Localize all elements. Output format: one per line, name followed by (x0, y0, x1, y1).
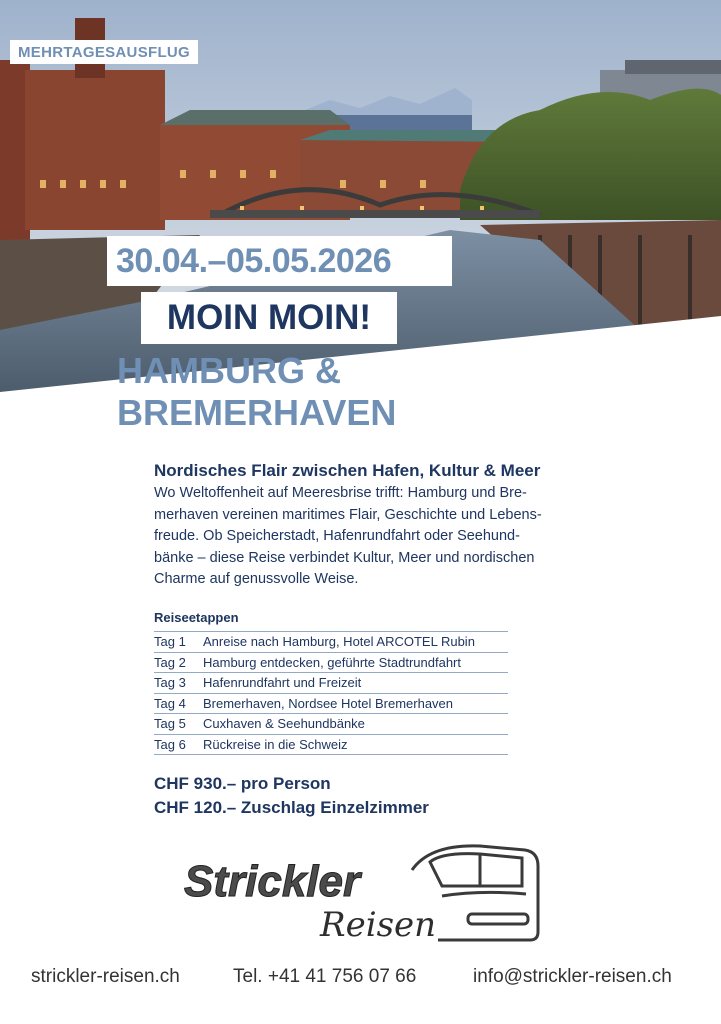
itinerary-day: Tag 4 (154, 695, 186, 711)
itinerary-description: Bremerhaven, Nordsee Hotel Bremerhaven (203, 695, 454, 711)
excursion-type-badge: MEHRTAGESAUSFLUG (10, 40, 198, 64)
destination-line-2: BREMERHAVEN (117, 392, 397, 433)
travel-dates: 30.04.–05.05.2026 (107, 236, 452, 286)
intro-line: Charme auf genussvolle Weise. (154, 571, 359, 587)
intro-line: merhaven vereinen maritimes Flair, Geschichte und Lebens- (154, 506, 542, 523)
itinerary-row (154, 694, 508, 715)
itinerary-row (154, 673, 508, 694)
itinerary-row (154, 631, 508, 653)
itinerary-row (154, 735, 508, 756)
itinerary-description: Cuxhaven & Seehundbänke (203, 716, 365, 731)
destination-title (117, 350, 396, 434)
intro-line: Wo Weltoffenheit auf Meeresbrise trifft: Hamburg und Bre- (154, 485, 527, 501)
intro-heading: Nordisches Flair zwischen Hafen, Kultur & Meer (154, 461, 541, 480)
destination-line-1: HAMBURG & (117, 350, 341, 391)
logo-wordmark: Strickler (184, 857, 361, 906)
itinerary-description: Rückreise in die Schweiz (203, 736, 348, 752)
price-per-person: CHF 930.– pro Person (154, 774, 331, 793)
itinerary-day: Tag 3 (154, 675, 186, 690)
intro-line: freude. Ob Speicherstadt, Hafenrundfahrt oder Seehund- (154, 528, 520, 544)
itinerary-day: Tag 1 (154, 634, 186, 649)
itinerary-day: Tag 2 (154, 654, 186, 670)
itinerary-day: Tag 5 (154, 716, 186, 731)
itinerary-row (154, 653, 508, 674)
intro-line: bänke – diese Reise verbindet Kultur, Meer und nordischen (154, 549, 535, 566)
intro-section (154, 459, 574, 591)
single-room-supplement: CHF 120.– Zuschlag Einzelzimmer (154, 798, 429, 817)
logo-script: Reisen (320, 905, 437, 945)
pricing (154, 772, 429, 820)
strickler-reisen-logo (180, 840, 550, 950)
email-link[interactable]: info@strickler-reisen.ch (473, 966, 672, 987)
headline: MOIN MOIN! (141, 292, 397, 344)
website-link[interactable]: strickler-reisen.ch (31, 966, 180, 987)
contact-footer (0, 966, 721, 996)
itinerary-heading: Reiseetappen (154, 610, 239, 625)
itinerary-day: Tag 6 (154, 736, 186, 752)
itinerary-row (154, 714, 508, 735)
itinerary-description: Anreise nach Hamburg, Hotel ARCOTEL Rubin (203, 634, 475, 649)
itinerary-description: Hafenrundfahrt und Freizeit (203, 675, 362, 690)
phone-number[interactable]: Tel. +41 41 756 07 66 (233, 966, 417, 987)
intro-text (154, 483, 574, 591)
itinerary-description: Hamburg entdecken, geführte Stadtrundfahrt (203, 654, 461, 670)
bus-logo-graphic (180, 840, 550, 950)
itinerary (154, 609, 508, 755)
